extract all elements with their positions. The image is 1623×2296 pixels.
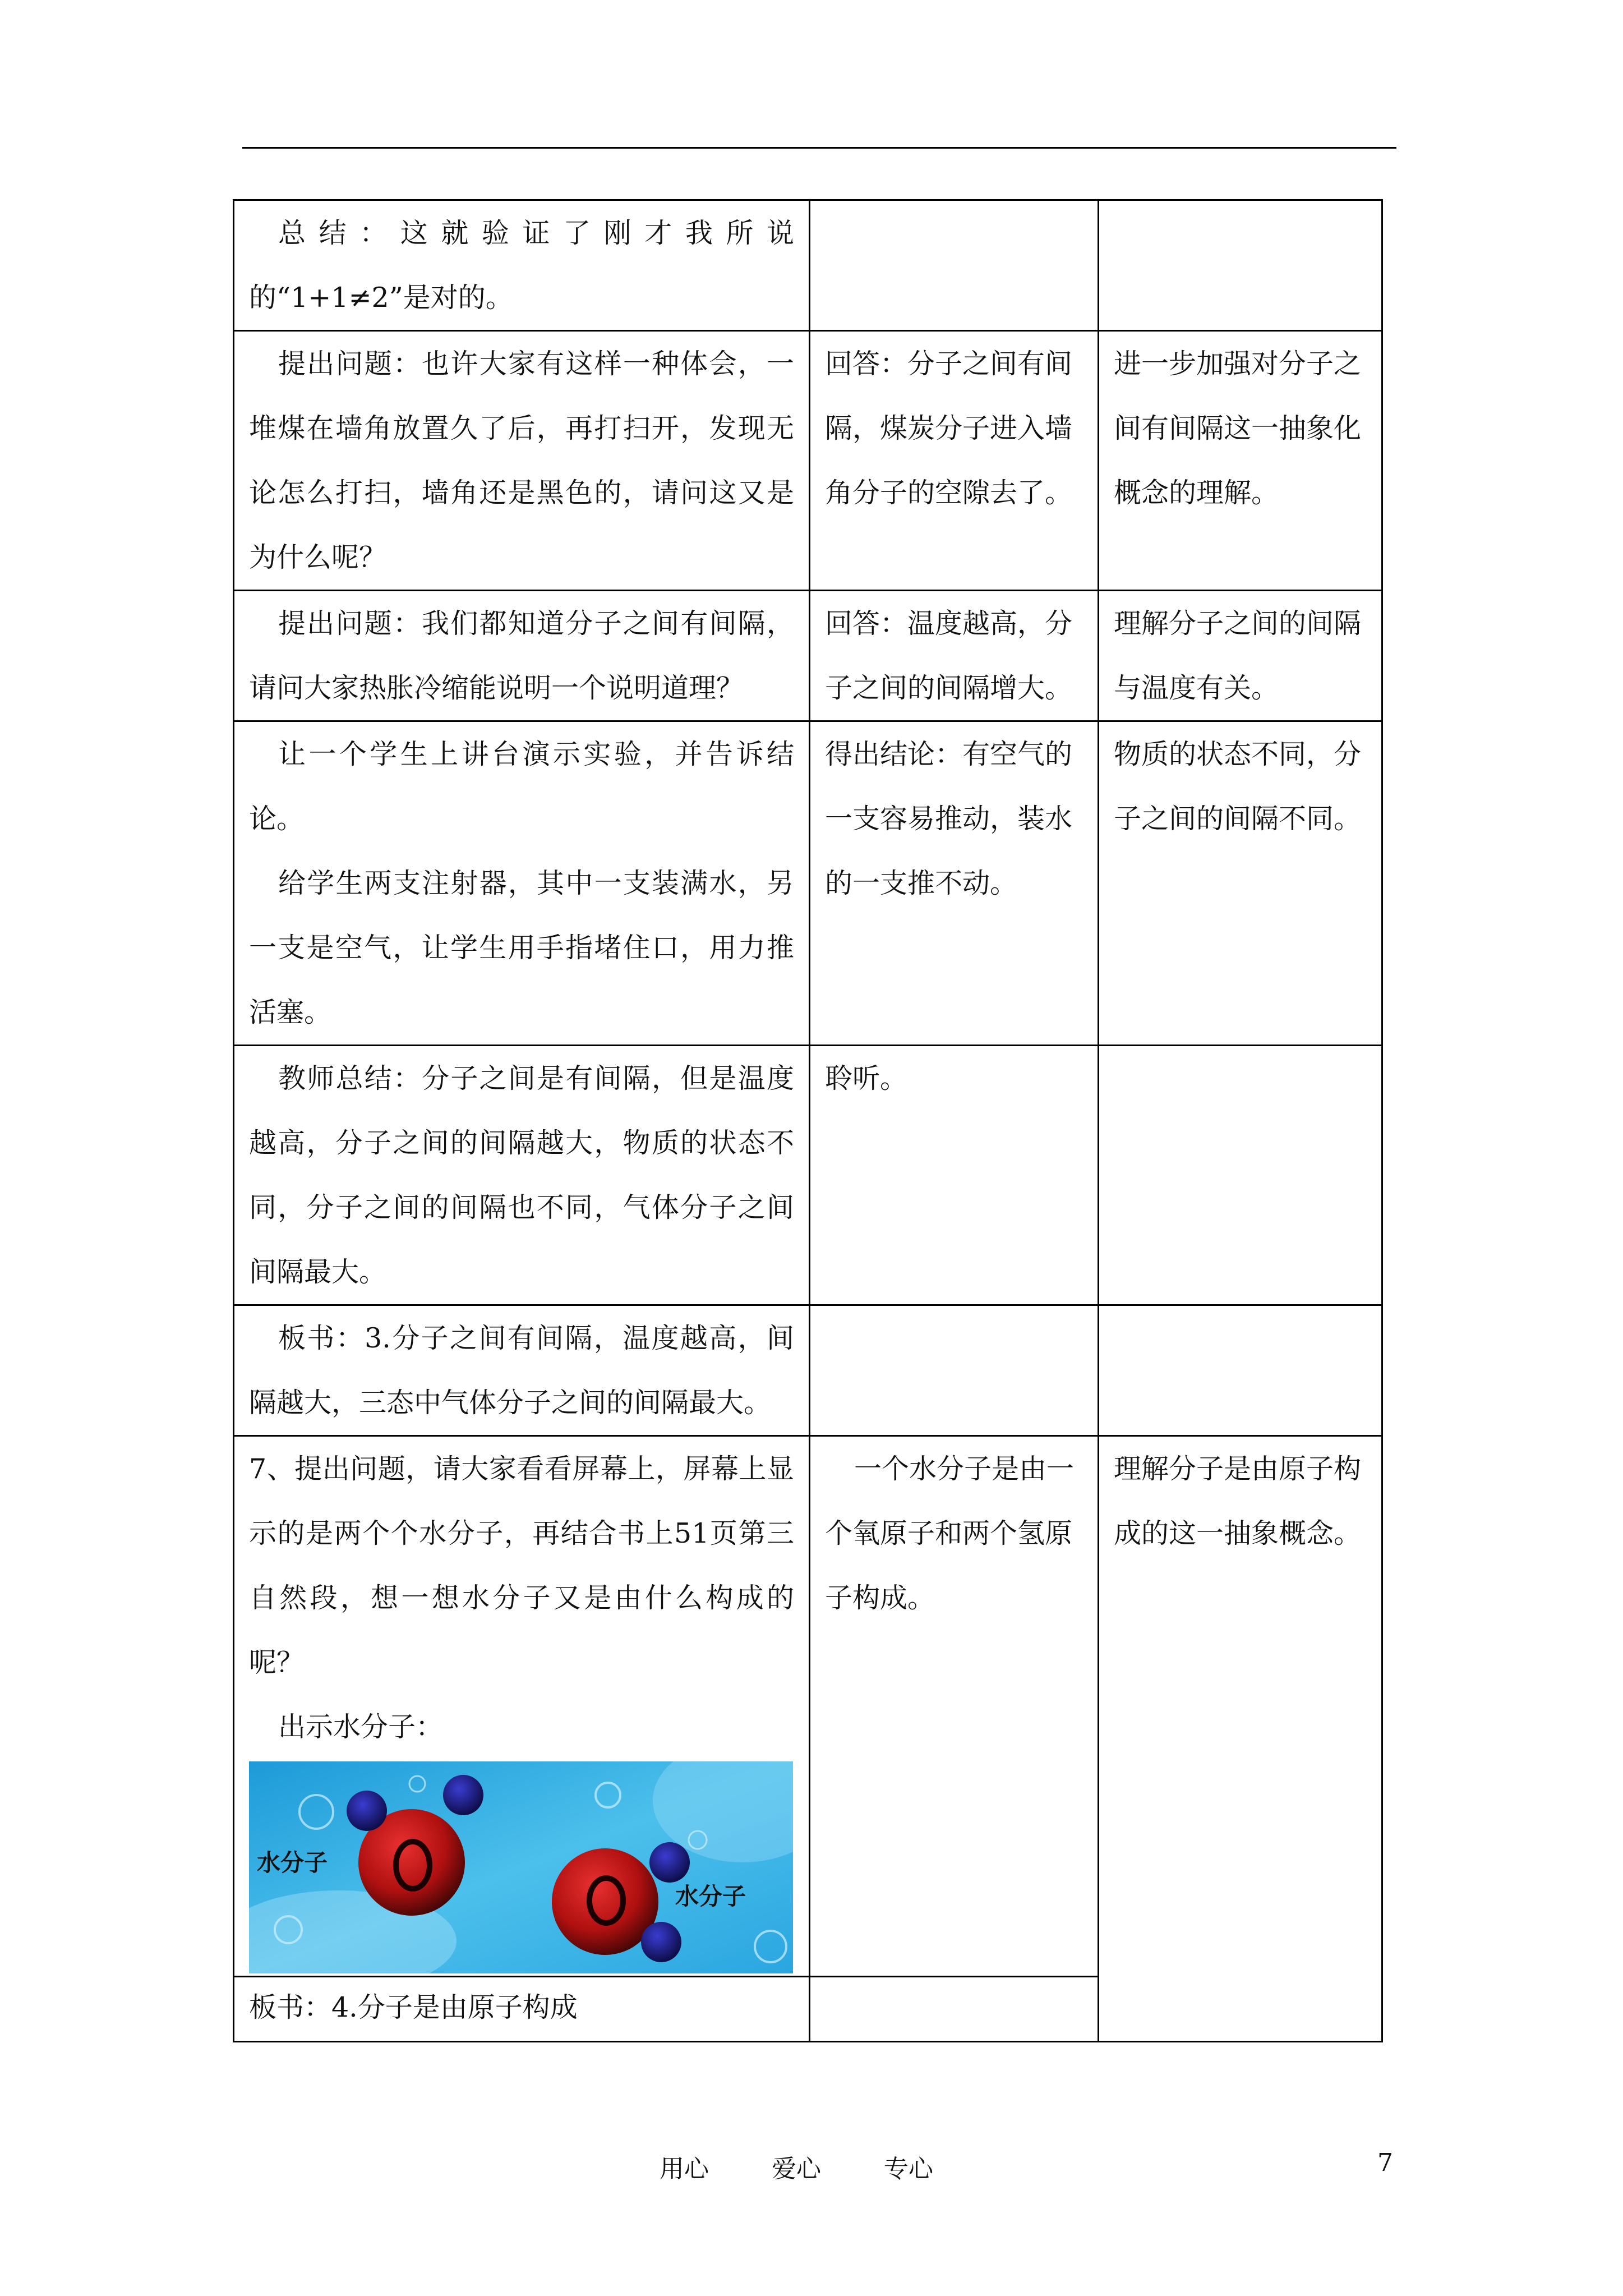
- cell-text: 物质的状态不同，分子之间的间隔不同。: [1114, 738, 1362, 835]
- teacher-activity-cell: [234, 591, 810, 721]
- cell-text: 让一个学生上讲台演示实验，并告诉结论。: [249, 738, 794, 835]
- table-row: [234, 200, 1382, 331]
- cell-text: 得出结论：有空气的一支容易推动，装水的一支推不动。: [825, 738, 1073, 899]
- teacher-activity-cell: [234, 1046, 810, 1305]
- teacher-activity-cell: [234, 1977, 810, 2042]
- design-intent-cell: [1099, 1046, 1382, 1305]
- cell-text: 给学生两支注射器，其中一支装满水，另一支是空气，让学生用手指堵住口，用力推活塞。: [249, 867, 794, 1028]
- cell-text: 提出问题：也许大家有这样一种体会，一堆煤在墙角放置久了后，再打扫开，发现无论怎么打扫，墙角还是黑色的，请问这又是为什么呢？: [249, 348, 794, 573]
- design-intent-cell: [1099, 331, 1382, 591]
- table-row: [234, 1436, 1382, 1977]
- cell-text: 聆听。: [825, 1062, 908, 1094]
- teacher-activity-cell: [234, 1305, 810, 1436]
- table-row: [234, 1046, 1382, 1305]
- water-molecule-image: [249, 1761, 793, 1973]
- molecule-label-left: 水分子: [257, 1849, 328, 1876]
- teacher-activity-cell: [234, 721, 810, 1046]
- footer-text-2: 爱心: [772, 2155, 821, 2183]
- design-intent-cell: [1099, 1436, 1382, 2042]
- teacher-activity-cell: [234, 1436, 810, 1977]
- student-activity-cell: [810, 1436, 1099, 1977]
- design-intent-cell: [1099, 721, 1382, 1046]
- table-row: [234, 721, 1382, 1046]
- student-activity-cell: [810, 331, 1099, 591]
- cell-text: 板书：4.分子是由原子构成: [249, 1991, 578, 2023]
- cell-text: 7、提出问题，请大家看看屏幕上，屏幕上显示的是两个个水分子，再结合书上51页第三自然段，想一想水分子又是由什么构成的呢？: [249, 1453, 794, 1678]
- cell-text: 出示水分子：: [278, 1711, 444, 1743]
- cell-text: 教师总结：分子之间是有间隔，但是温度越高，分子之间的间隔越大，物质的状态不同，分子之间的间隔也不同，气体分子之间间隔最大。: [249, 1062, 794, 1288]
- cell-text: 总结：这就验证了刚才我所说的“1+1≠2”是对的。: [249, 217, 794, 314]
- table-row: [234, 331, 1382, 591]
- table-row: [234, 591, 1382, 721]
- footer-text-1: 用心: [660, 2155, 709, 2183]
- table-row: [234, 1305, 1382, 1436]
- cell-text: 理解分子之间的间隔与温度有关。: [1114, 608, 1362, 704]
- student-activity-cell: [810, 200, 1099, 331]
- student-activity-cell: [810, 1046, 1099, 1305]
- teacher-activity-cell: [234, 200, 810, 331]
- cell-text: 回答：分子之间有间隔，煤炭分子进入墙角分子的空隙去了。: [825, 348, 1073, 509]
- student-activity-cell: [810, 1977, 1099, 2042]
- student-activity-cell: [810, 591, 1099, 721]
- molecule-label-right: 水分子: [675, 1883, 746, 1910]
- cell-text: 板书：3.分子之间有间隔，温度越高，间隔越大，三态中气体分子之间的间隔最大。: [249, 1322, 794, 1419]
- cell-text: 进一步加强对分子之间有间隔这一抽象化概念的理解。: [1114, 348, 1362, 509]
- cell-text: 理解分子是由原子构成的这一抽象概念。: [1114, 1453, 1362, 1549]
- cell-text: 提出问题：我们都知道分子之间有间隔，请问大家热胀冷缩能说明一个说明道理？: [249, 608, 794, 704]
- lesson-table: [233, 199, 1383, 2042]
- cell-text: 一个水分子是由一个氧原子和两个氢原子构成。: [825, 1453, 1075, 1614]
- student-activity-cell: [810, 721, 1099, 1046]
- cell-text: 回答：温度越高，分子之间的间隔增大。: [825, 608, 1073, 704]
- design-intent-cell: [1099, 1305, 1382, 1436]
- footer-text-3: 专心: [884, 2155, 933, 2183]
- student-activity-cell: [810, 1305, 1099, 1436]
- header-rule: [242, 147, 1396, 149]
- page-number: 7: [1377, 2148, 1393, 2177]
- design-intent-cell: [1099, 591, 1382, 721]
- design-intent-cell: [1099, 200, 1382, 331]
- teacher-activity-cell: [234, 331, 810, 591]
